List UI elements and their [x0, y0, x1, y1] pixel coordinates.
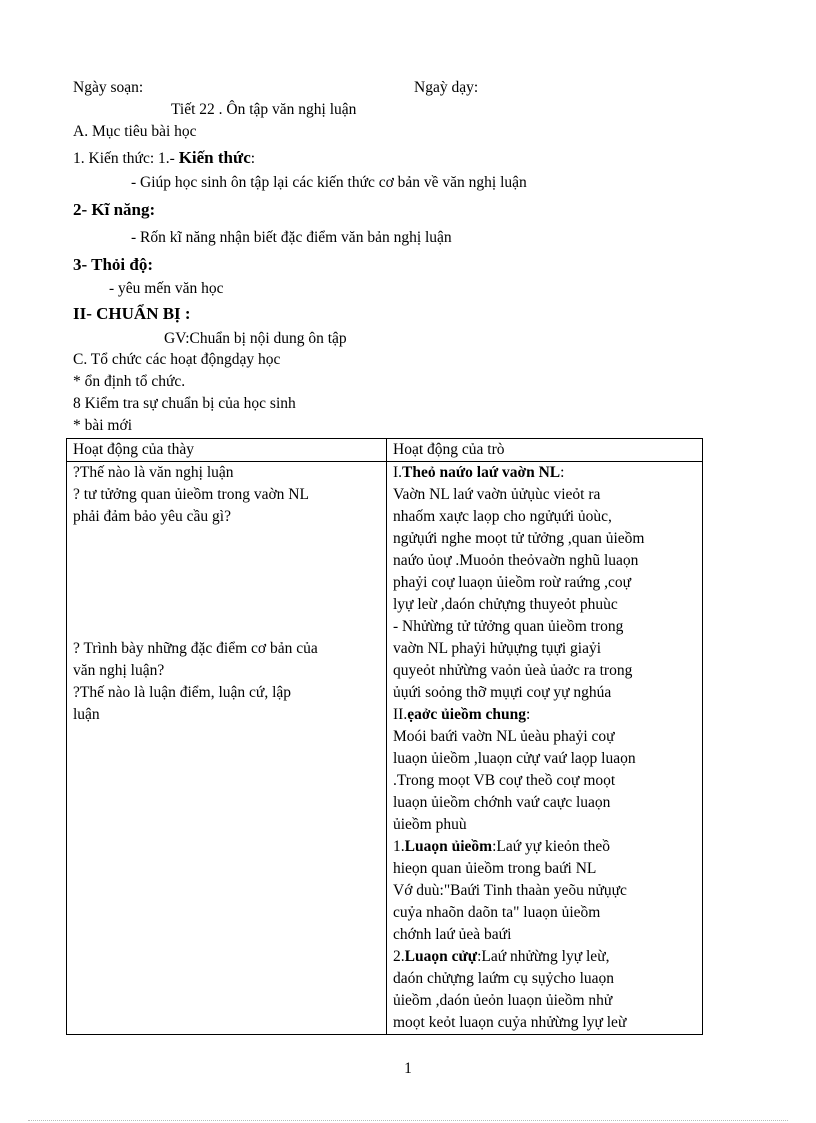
subsection-2-text: :Laứ nhửừng lyự leừ, — [477, 948, 610, 965]
attitude-item: - yêu mến văn học — [109, 280, 224, 297]
activities-item-3: * bài mới — [73, 417, 132, 434]
subsection-1-title: Luaọn ủieồm — [404, 838, 493, 855]
student-line: hieọn quan ủieồm trong baứi NL — [393, 860, 597, 877]
subsection-2-title: Luaọn cửự — [404, 948, 478, 965]
subsection-2-number: 2. — [393, 948, 405, 965]
student-line: phaỷi coự luaọn ủieồm roừ raứng ,coự — [393, 574, 632, 591]
student-line — [393, 946, 696, 968]
student-line: quyeỏt nhửừng vaỏn ủeà ủaởc ra trong — [393, 662, 633, 679]
activities-item-1: * ổn định tổ chức. — [73, 373, 186, 390]
table-header-row — [67, 439, 703, 462]
student-line — [393, 462, 696, 484]
teacher-line: ?Thế nào là văn nghị luận — [73, 464, 234, 481]
student-line: luaọn ủieồm ,luaọn cửự vaứ laọp luaọn — [393, 750, 636, 767]
student-line: vaờn NL phaỷi hửụựng tụựi giaỷi — [393, 640, 602, 657]
student-line: Moói baứi vaờn NL ủeàu phaỷi coự — [393, 728, 615, 745]
student-line: naứo ủoự .Muoỏn theỏvaờn nghũ luaọn — [393, 552, 639, 569]
skills-heading: 2- Kĩ năng: — [73, 200, 156, 219]
student-line: ủieồm ,daón ủeỏn luaọn ủieồm nhử — [393, 992, 613, 1009]
teacher-line: phải đảm bảo yêu cầu gì? — [73, 508, 231, 525]
knowledge-bold: Kiến thức — [178, 148, 251, 167]
teacher-line: ?Thế nào là luận điểm, luận cứ, lập — [73, 684, 291, 701]
section-1-colon: : — [560, 464, 565, 481]
student-line — [393, 836, 696, 858]
teacher-line: luận — [73, 706, 100, 723]
activities-item-2: 8 Kiểm tra sự chuẩn bị của học sinh — [73, 395, 296, 412]
header-teacher-activity: Hoạt động của thày — [67, 439, 387, 462]
teacher-line: ? Trình bày những đặc điểm cơ bản của — [73, 640, 318, 657]
student-line: ủụứi soỏng thỡ mụựi coự yự nghúa — [393, 684, 612, 701]
lesson-table — [66, 438, 703, 1035]
student-line — [393, 704, 696, 726]
student-activity-cell — [387, 462, 703, 1035]
section-2-number: II. — [393, 706, 408, 723]
student-line: chớnh laứ ủeà baứi — [393, 926, 512, 943]
subsection-1-number: 1. — [393, 838, 405, 855]
table-row — [67, 462, 703, 1035]
activities-heading: C. Tổ chức các hoạt độngdạy học — [73, 351, 281, 368]
section-1-number: I. — [393, 464, 403, 481]
teacher-activity-cell — [67, 462, 387, 1035]
section-1-title: Theỏ naứo laứ vaờn NL — [402, 464, 561, 481]
preparation-item: GV:Chuẩn bị nội dung ôn tập — [164, 330, 347, 347]
knowledge-prefix: 1. Kiến thức: 1.- — [73, 150, 179, 167]
teacher-line: văn nghị luận? — [73, 662, 165, 679]
knowledge-colon: : — [250, 150, 256, 167]
objectives-heading: A. Mục tiêu bài học — [73, 123, 197, 140]
preparation-heading: II- CHUẨN BỊ : — [73, 304, 191, 323]
student-line: lyự leừ ,daón chửựng thuyeỏt phuùc — [393, 596, 618, 613]
skills-item: - Rốn kĩ năng nhận biết đặc điểm văn bản nghị luận — [131, 229, 452, 246]
knowledge-heading — [73, 148, 255, 169]
header-student-activity: Hoạt động của trò — [387, 439, 703, 462]
student-line: nhaốm xaực laọp cho ngửụứi ủoùc, — [393, 508, 612, 525]
subsection-1-text: :Laứ yự kieỏn theồ — [492, 838, 611, 855]
student-line: .Trong moọt VB coự theồ coự moọt — [393, 772, 616, 789]
student-line: cuỷa nhaõn daõn ta" luaọn ủieồm — [393, 904, 601, 921]
lesson-title: Tiết 22 . Ôn tập văn nghị luận — [171, 101, 357, 118]
student-line: luaọn ủieồm chớnh vaứ caực luaọn — [393, 794, 611, 811]
student-line: daón chửựng laứm cụ sụỷcho luaọn — [393, 970, 615, 987]
knowledge-item: - Giúp học sinh ôn tập lại các kiến thức cơ bản về văn nghị luận — [131, 174, 527, 191]
attitude-heading: 3- Thỏi độ: — [73, 255, 153, 274]
page-bottom-divider — [28, 1120, 788, 1121]
student-line: Vớ duù:"Baứi Tinh thaàn yeõu nửụực — [393, 882, 627, 899]
page-number: 1 — [404, 1060, 412, 1077]
teacher-line: ? tư tửởng quan ủieồm trong vaờn NL — [73, 486, 309, 503]
section-2-title: ẹaởc ủieồm chung — [407, 706, 527, 723]
section-2-colon: : — [526, 706, 531, 723]
student-line: - Nhửừng tử tửởng quan ủieồm trong — [393, 618, 624, 635]
student-line: Vaờn NL laứ vaờn ủửụùc vieỏt ra — [393, 486, 601, 503]
student-line: ngửụứi nghe moọt tử tửởng ,quan ủieồm — [393, 530, 645, 547]
student-line: ủieồm phuù — [393, 816, 467, 833]
date-prepared-label: Ngày soạn: — [73, 79, 144, 96]
spacer — [73, 528, 380, 638]
date-taught-label: Ngaỳ dạy: — [414, 79, 479, 96]
student-line: moọt keỏt luaọn cuỷa nhửừng lyự leừ — [393, 1014, 627, 1031]
